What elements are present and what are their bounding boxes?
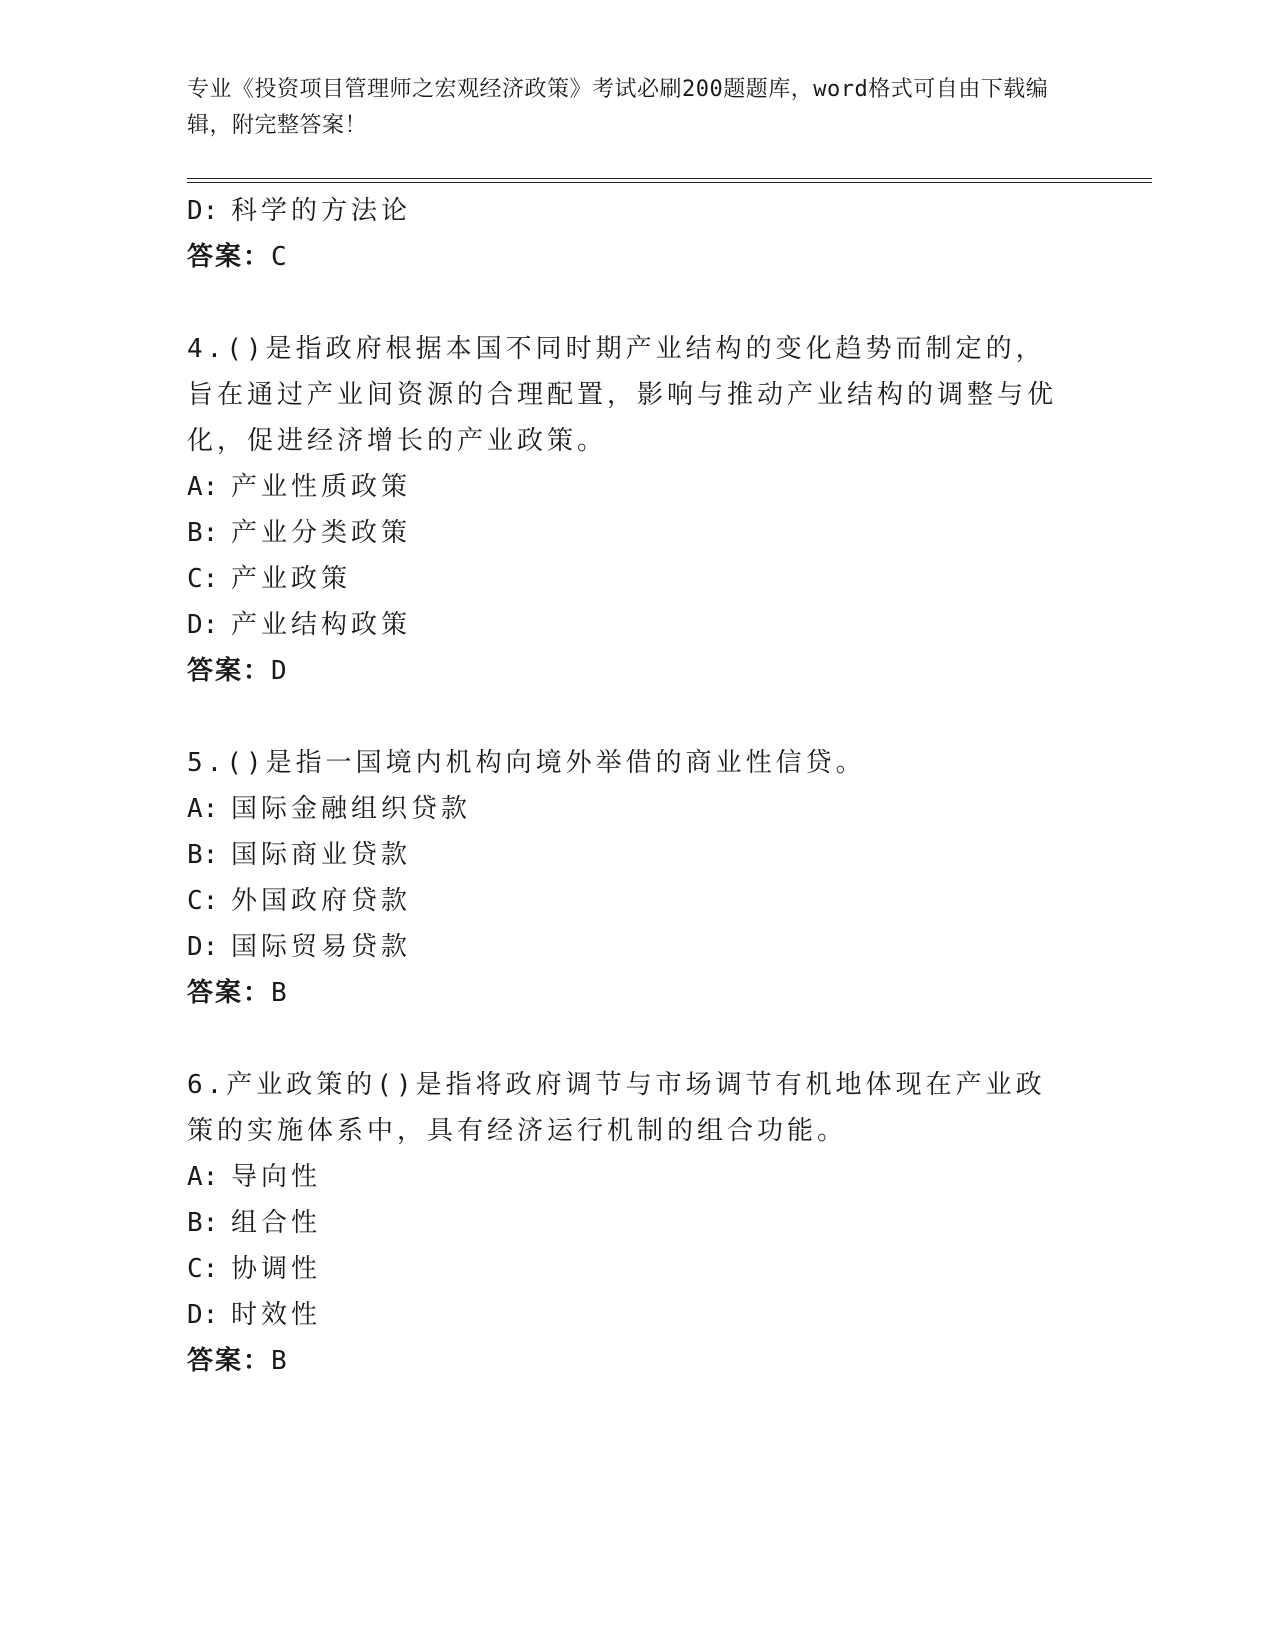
header-rule-bottom: [187, 182, 1152, 183]
document-header: 专业《投资项目管理师之宏观经济政策》考试必刷200题题库，word格式可自由下载编辑，附完整答案！: [187, 77, 1049, 138]
option-d: D: 时效性: [187, 1300, 322, 1330]
question-stem: 4.()是指政府根据本国不同时期产业结构的变化趋势而制定的，旨在通过产业间资源的合理配置，影响与推动产业结构的调整与优化，促进经济增长的产业政策。: [187, 334, 1058, 456]
answer-line: 答案：B: [187, 1346, 289, 1376]
answer-line: 答案：B: [187, 978, 289, 1008]
option-b: B: 组合性: [187, 1208, 322, 1238]
option-d: D: 科学的方法论: [187, 196, 412, 226]
option-b: B: 国际商业贷款: [187, 840, 412, 870]
option-a: A: 产业性质政策: [187, 472, 412, 502]
option-b: B: 产业分类政策: [187, 518, 412, 548]
document-body: [187, 188, 1067, 1384]
answer-line: 答案：D: [187, 656, 289, 686]
option-a: A: 导向性: [187, 1162, 322, 1192]
option-c: C: 产业政策: [187, 564, 352, 594]
question-stem: 6.产业政策的()是指将政府调节与市场调节有机地体现在产业政策的实施体系中，具有经济运行机制的组合功能。: [187, 1070, 1046, 1146]
option-d: D: 国际贸易贷款: [187, 932, 412, 962]
option-d: D: 产业结构政策: [187, 610, 412, 640]
option-c: C: 协调性: [187, 1254, 322, 1284]
header-rule-top: [187, 178, 1152, 179]
option-a: A: 国际金融组织贷款: [187, 794, 472, 824]
answer-line: 答案：C: [187, 242, 289, 272]
option-c: C: 外国政府贷款: [187, 886, 412, 916]
question-stem: 5.()是指一国境内机构向境外举借的商业性信贷。: [187, 748, 866, 778]
